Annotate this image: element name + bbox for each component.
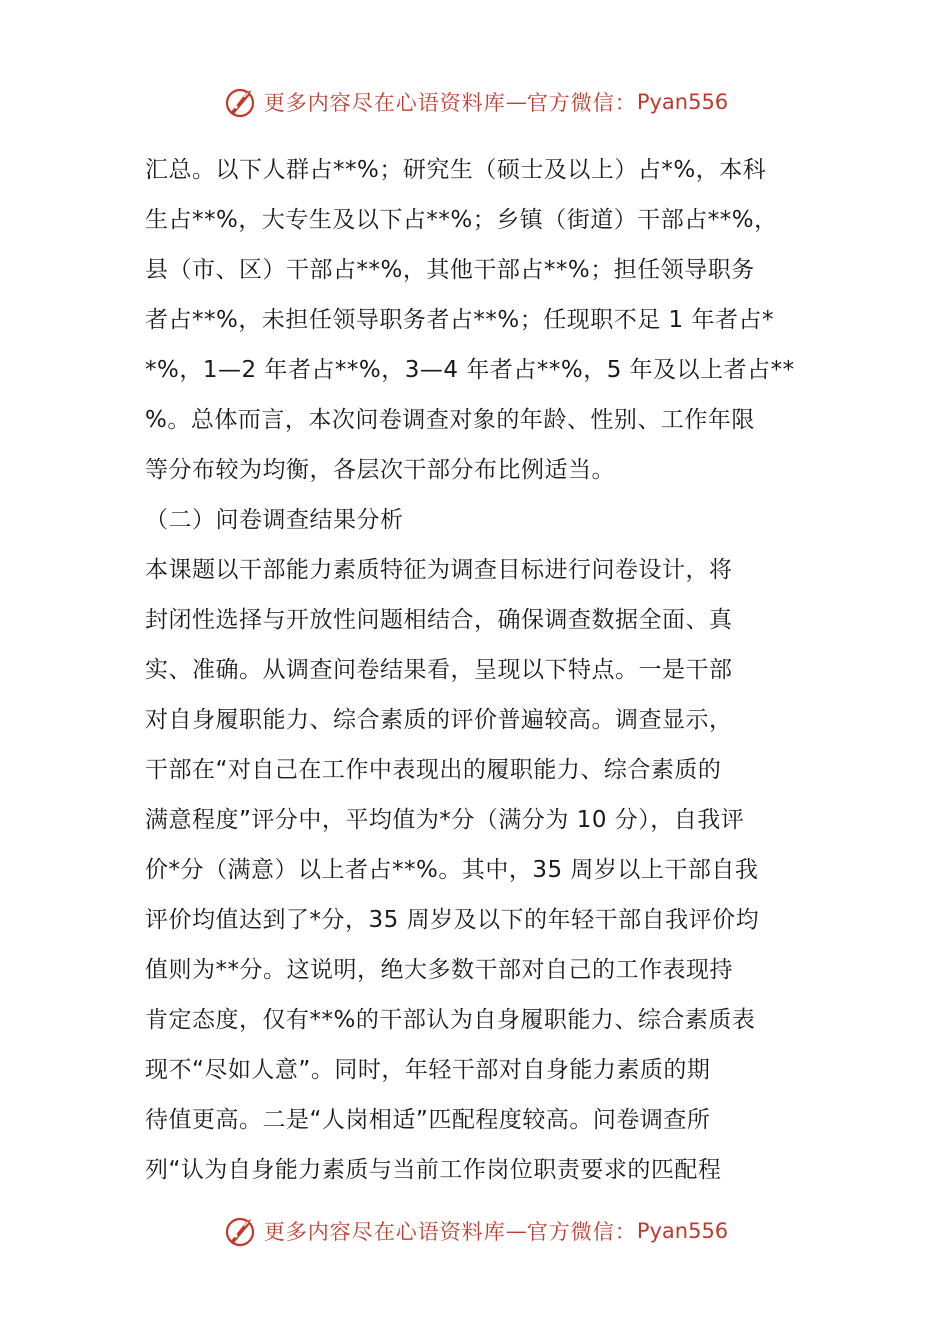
watermark-site-name: 更多内容尽在心语资料库 <box>263 1220 506 1244</box>
body-line: 封闭性选择与开放性问题相结合，确保调查数据全面、真 <box>145 607 733 633</box>
body-line: 汇总。以下人群占**%；研究生（硕士及以上）占*%，本科 <box>145 157 767 183</box>
body-line: 本课题以干部能力素质特征为调查目标进行问卷设计，将 <box>145 557 733 583</box>
body-line: 肯定态度，仅有**%的干部认为自身履职能力、综合素质表 <box>145 1007 756 1033</box>
watermark-footer <box>0 1211 950 1251</box>
body-line: 实、准确。从调查问卷结果看，呈现以下特点。一是干部 <box>145 657 733 683</box>
watermark-wechat-id: Pyan556 <box>636 1219 729 1243</box>
section-heading: （二）问卷调查结果分析 <box>145 507 404 533</box>
watermark-wechat-label: 官方微信： <box>526 1220 637 1244</box>
body-line: 列“认为自身能力素质与当前工作岗位职责要求的匹配程 <box>145 1157 722 1183</box>
body-line: 对自身履职能力、综合素质的评价普遍较高。调查显示， <box>145 707 733 733</box>
watermark-wechat-label: 官方微信： <box>526 91 637 115</box>
watermark-wechat-id: Pyan556 <box>636 90 729 114</box>
watermark-separator: — <box>505 90 527 114</box>
document-body <box>145 145 810 1195</box>
body-line: 生占**%，大专生及以下占**%；乡镇（街道）干部占**%， <box>145 207 778 233</box>
watermark-header <box>0 82 950 122</box>
body-line: 待值更高。二是“人岗相适”匹配程度较高。问卷调查所 <box>145 1107 711 1133</box>
body-line: 县（市、区）干部占**%，其他干部占**%；担任领导职务 <box>145 257 755 283</box>
pen-nib-circle-icon <box>222 1213 258 1249</box>
pen-nib-circle-icon <box>222 84 258 120</box>
body-line: 评价均值达到了*分，35 周岁及以下的年轻干部自我评价均 <box>145 907 760 933</box>
body-line: 干部在“对自己在工作中表现出的履职能力、综合素质的 <box>145 757 722 783</box>
watermark-separator: — <box>505 1219 527 1243</box>
body-line: 者占**%，未担任领导职务者占**%；任现职不足 1 年者占* <box>145 307 774 333</box>
body-line: 价*分（满意）以上者占**%。其中，35 周岁以上干部自我 <box>145 857 759 883</box>
body-line: 现不“尽如人意”。同时，年轻干部对自身能力素质的期 <box>145 1057 711 1083</box>
body-line: 值则为**分。这说明，绝大多数干部对自己的工作表现持 <box>145 957 733 983</box>
watermark-site-name: 更多内容尽在心语资料库 <box>263 91 506 115</box>
body-line: 等分布较为均衡，各层次干部分布比例适当。 <box>145 457 615 483</box>
body-line: %。总体而言，本次问卷调查对象的年龄、性别、工作年限 <box>145 407 755 433</box>
body-line: 满意程度”评分中，平均值为*分（满分为 10 分），自我评 <box>145 807 745 833</box>
body-line: *%，1—2 年者占**%，3—4 年者占**%，5 年及以上者占** <box>145 357 795 383</box>
